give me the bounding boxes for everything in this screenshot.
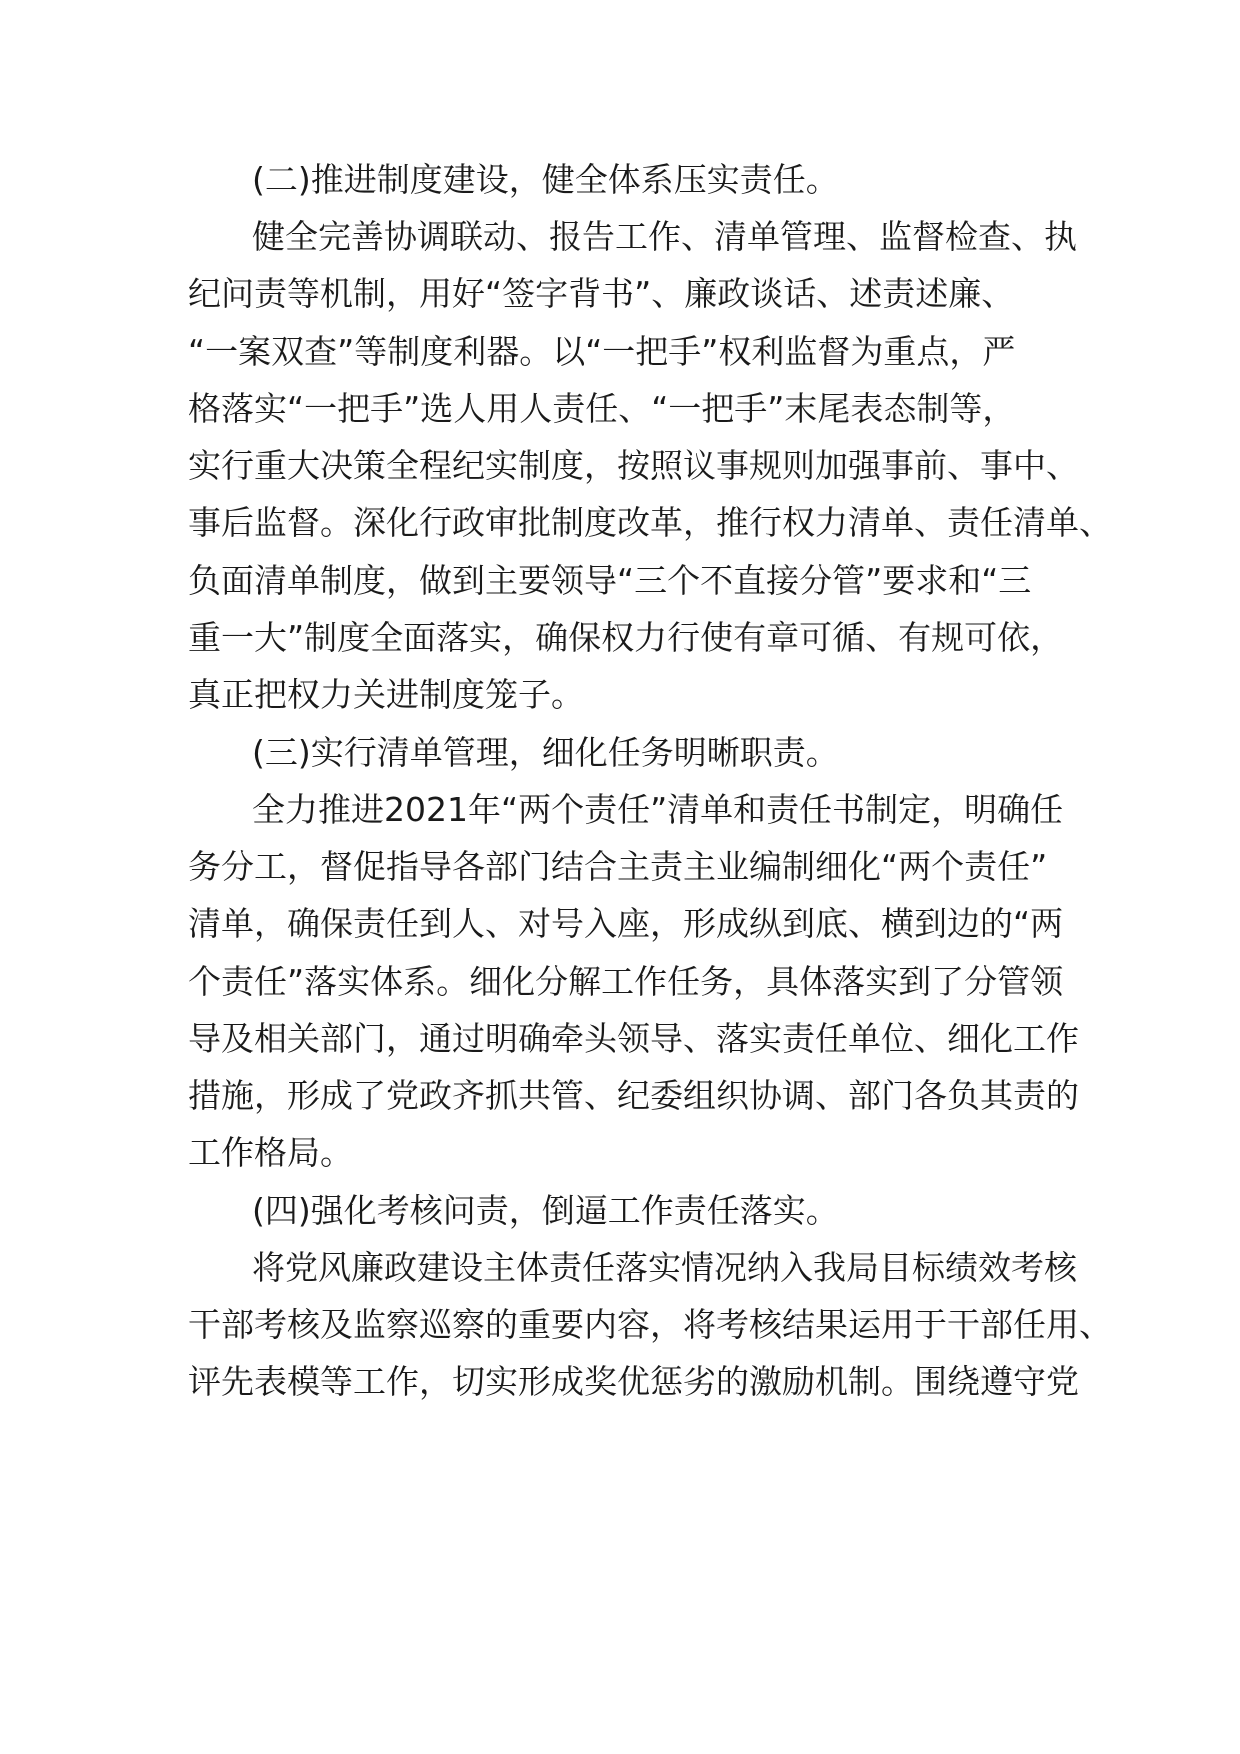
section-heading-4: (四)强化考核问责，倒逼工作责任落实。 — [252, 1191, 839, 1230]
paragraph-line: 将党风廉政建设主体责任落实情况纳入我局目标绩效考核 — [252, 1248, 1077, 1287]
paragraph-line: 实行重大决策全程纪实制度，按照议事规则加强事前、事中、 — [188, 446, 1079, 485]
paragraph-line: 导及相关部门，通过明确牵头领导、落实责任单位、细化工作 — [188, 1019, 1079, 1058]
paragraph-line: 健全完善协调联动、报告工作、清单管理、监督检查、执 — [252, 217, 1077, 256]
section-heading-2: (二)推进制度建设，健全体系压实责任。 — [252, 160, 839, 199]
paragraph-line: 格落实“一把手”选人用人责任、“一把手”末尾表态制等， — [188, 389, 1016, 428]
paragraph-line: 务分工，督促指导各部门结合主责主业编制细化“两个责任” — [188, 847, 1048, 886]
paragraph-line: 真正把权力关进制度笼子。 — [188, 675, 584, 714]
paragraph-line: 重一大”制度全面落实，确保权力行使有章可循、有规可依， — [188, 618, 1064, 657]
paragraph-line: 事后监督。深化行政审批制度改革，推行权力清单、责任清单、 — [188, 503, 1112, 542]
paragraph-line: 干部考核及监察巡察的重要内容，将考核结果运用于干部任用、 — [188, 1305, 1112, 1344]
paragraph-line: 措施，形成了党政齐抓共管、纪委组织协调、部门各负其责的 — [188, 1076, 1079, 1115]
paragraph-line: 纪问责等机制，用好“签字背书”、廉政谈话、述责述廉、 — [188, 274, 1015, 313]
paragraph-line: “一案双查”等制度利器。以“一把手”权利监督为重点，严 — [188, 332, 1016, 371]
paragraph-line: 清单，确保责任到人、对号入座，形成纵到底、横到边的“两 — [188, 904, 1064, 943]
paragraph-line: 评先表模等工作，切实形成奖优惩劣的激励机制。围绕遵守党 — [188, 1362, 1079, 1401]
paragraph-line: 个责任”落实体系。细化分解工作任务，具体落实到了分管领 — [188, 962, 1064, 1001]
paragraph-line: 负面清单制度，做到主要领导“三个不直接分管”要求和“三 — [188, 561, 1032, 600]
paragraph-line: 工作格局。 — [188, 1133, 353, 1172]
paragraph-line: 全力推进2021年“两个责任”清单和责任书制定，明确任 — [252, 790, 1064, 829]
section-heading-3: (三)实行清单管理，细化任务明晰职责。 — [252, 733, 839, 772]
